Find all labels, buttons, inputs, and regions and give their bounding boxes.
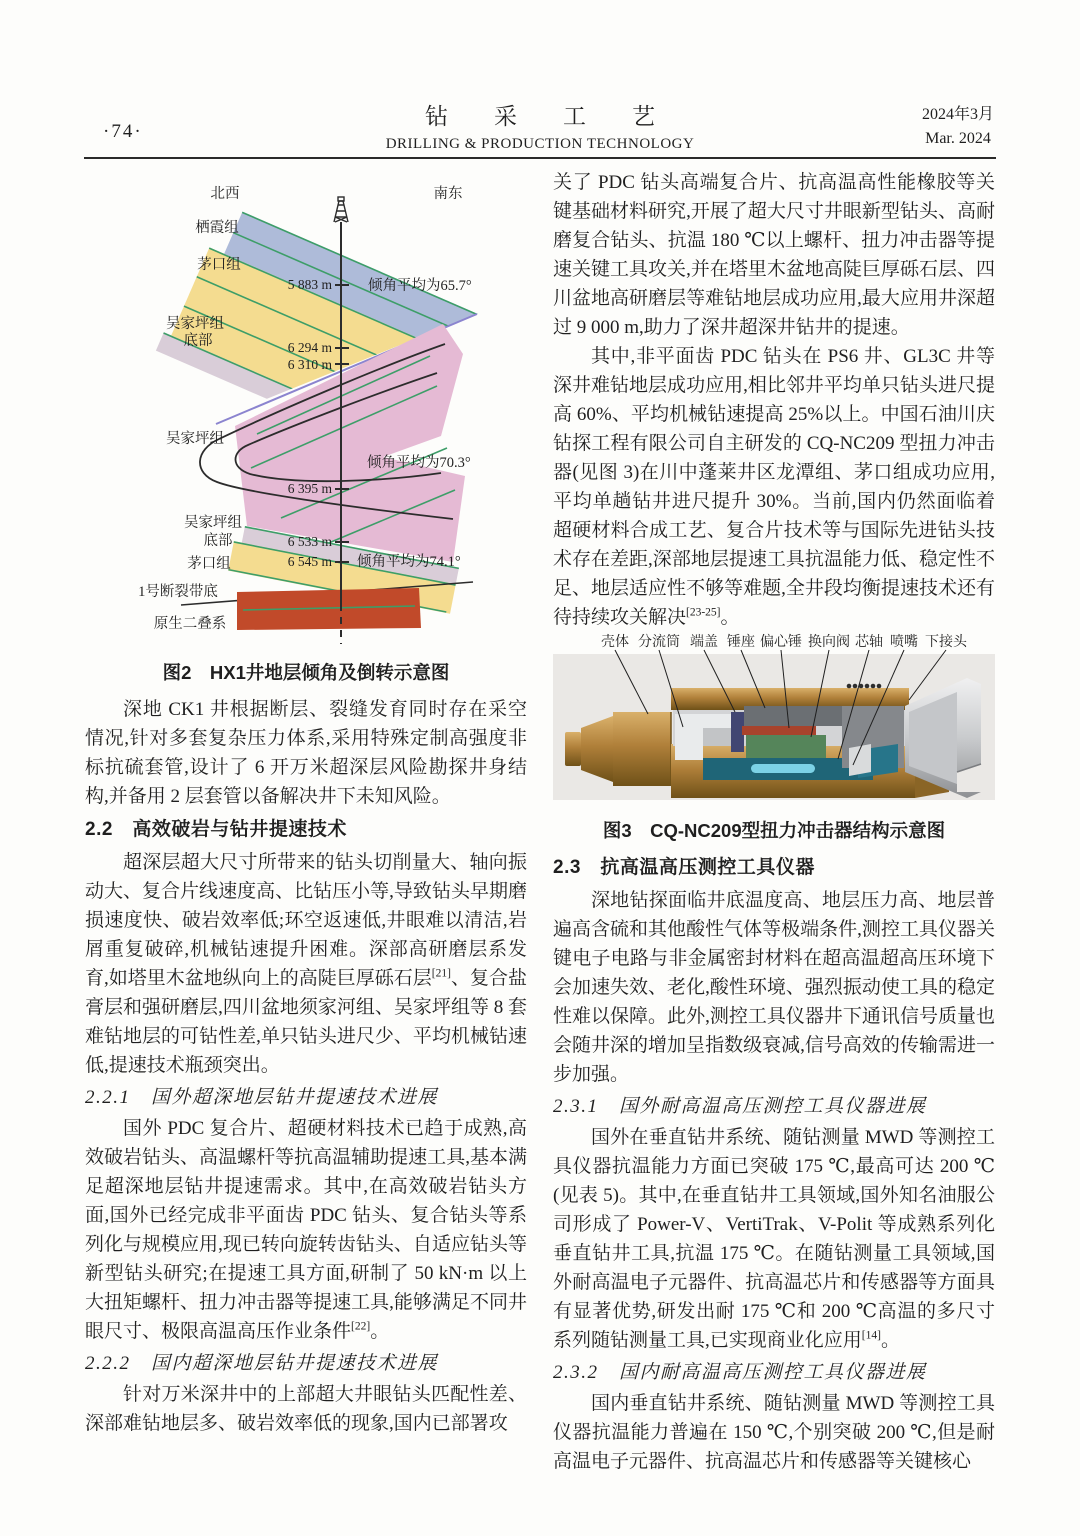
compass-southeast: 南东	[433, 186, 463, 202]
svg-text:偏心锤: 偏心锤	[760, 635, 802, 650]
svg-text:6 395 m: 6 395 m	[287, 481, 332, 496]
svg-text:端盖: 端盖	[690, 635, 718, 650]
paragraph: 国外在垂直钻井系统、随钻测量 MWD 等测控工具仪器抗温能力方面已突破 175 ℃,最高可达 200 ℃(见表 5)。其中,在垂直钻井工具领域,国外知名油服公司形成了 Power-V、VertiTrak、V-Polit 等成熟系列化垂直钻井工具,抗温 175 ℃。在随钻测量工具领域,国外耐高温电子元器件、抗高温芯片和传感器等方面具有显著优势,研发出耐 175 ℃和 200 ℃高温的多尺寸系列随钻测量工具,已实现商业化应用[14]。	[553, 1127, 995, 1351]
tool-collar	[613, 712, 671, 786]
figure3	[553, 632, 995, 843]
section-heading: 2.2 高效破岩与钻井提速技术	[85, 819, 347, 840]
paragraph: 超深层超大尺寸所带来的钻头切削量大、轴向振动大、复合片线速度高、比钻压小等,导致钻头早期磨损速度快、破岩效率低;环空返速低,井眼难以清洁,岩屑重复破碎,机械钻速提升困难。深部高研磨层系发育,如塔里木盆地纵向上的高陡巨厚砾石层[21]、复合盐膏层和强研磨层,四川盆地须家河组、吴家坪组等 8 套难钻地层的可钻性差,单只钻头进尺少、平均机械钻速低,提速技术瓶颈突出。	[85, 852, 527, 1076]
svg-text:吴家坪组: 吴家坪组	[184, 515, 242, 531]
subsection-heading: 2.3.2 国内耐高温高压测控工具仪器进展	[553, 1362, 927, 1383]
journal-title-cn: 钻采工艺	[425, 104, 701, 129]
svg-text:茅口组: 茅口组	[197, 257, 241, 273]
paragraph: 深地 CK1 井根据断层、裂缝发育同时存在采空情况,针对多套复杂压力体系,采用特殊定制高强度非标抗硫套管,设计了 6 开万米超深层风险勘探井身结构,并备用 2 层套管以备解决井下未知风险。	[85, 699, 527, 807]
svg-text:芯轴: 芯轴	[855, 635, 883, 650]
reversing-valve	[746, 735, 826, 760]
tool-left-tip	[565, 732, 581, 766]
eccentric-hammer	[742, 726, 816, 735]
header-rule	[84, 157, 996, 159]
column-left	[85, 176, 527, 1438]
figure2-diagram	[85, 176, 527, 646]
svg-text:茅口组: 茅口组	[187, 556, 231, 572]
svg-text:6 533 m: 6 533 m	[287, 534, 332, 549]
paragraph: 针对万米深井中的上部超大井眼钻头匹配性差、深部难钻地层多、破岩效率低的现象,国内已部署攻	[85, 1384, 527, 1434]
left-column-text	[85, 695, 527, 1438]
mandrel-highlight	[751, 764, 815, 773]
figure3-part-labels	[601, 633, 968, 650]
svg-text:底部: 底部	[183, 333, 213, 349]
right-column-text-top	[553, 168, 995, 632]
svg-text:喷嘴: 喷嘴	[890, 635, 918, 650]
paragraph: 其中,非平面齿 PDC 钻头在 PS6 井、GL3C 井等深井难钻地层成功应用,相比邻井平均单只钻头进尺提高 60%、平均机械钻速提高 25%以上。中国石油川庆钻探工程有限公司自主研发的 CQ-NC209 型扭力冲击器(见图 3)在川中蓬莱井区龙潭组、茅口组成功应用,平均单趟钻井进尺提升 30%。当前,国内仍然面临着超硬材料合成工艺、复合片技术等与国际先进钻头技术存在差距,深部地层提速工具抗温能力低、稳定性不足、地层适应性不够等难题,全井段均衡提速技术还有待持续攻关解决[23-25]。	[553, 346, 995, 628]
svg-text:下接头: 下接头	[925, 635, 967, 650]
svg-text:换向阀: 换向阀	[808, 635, 850, 650]
column-right	[553, 168, 995, 1476]
journal-title-en: DRILLING & PRODUCTION TECHNOLOGY	[385, 136, 695, 152]
svg-text:分流筒: 分流筒	[638, 635, 680, 650]
svg-text:6 294 m: 6 294 m	[287, 340, 332, 355]
svg-text:6 310 m: 6 310 m	[287, 357, 332, 372]
hammer-seat	[744, 706, 842, 726]
svg-text:吴家坪组: 吴家坪组	[166, 316, 224, 332]
right-column-text-bottom	[553, 853, 995, 1476]
svg-text:底部: 底部	[203, 533, 233, 549]
figure2-caption: 图2 HX1井地层倾角及倒转示意图	[162, 662, 450, 683]
issue-date	[922, 103, 994, 151]
derrick-icon	[334, 197, 348, 222]
svg-text:壳体: 壳体	[601, 635, 629, 650]
paragraph: 国内垂直钻井系统、随钻测量 MWD 等测控工具仪器抗温能力普遍在 150 ℃,个别突破 200 ℃,但是耐高温电子元器件、抗高温芯片和传感器等关键核心	[553, 1393, 995, 1472]
svg-text:吴家坪组: 吴家坪组	[166, 431, 224, 447]
paragraph: 国外 PDC 复合片、超硬材料技术已趋于成熟,高效破岩钻头、高温螺杆等抗高温辅助提速工具,基本满足超深地层钻井提速需求。其中,在高效破岩钻头方面,国外已经完成非平面齿 PDC 钻头、复合钻头等系列化与规模应用,现已转向旋转齿钻头、自适应钻头等新型钻头研究;在提速工具方面,研制了 50 kN·m 以上大扭矩螺杆、扭力冲击器等提速工具,能够满足不同井眼尺寸、极限高温高压作业条件[22]。	[85, 1118, 527, 1342]
compass-northwest: 北西	[210, 186, 240, 202]
figure2	[85, 176, 527, 685]
issue-date-cn: 2024年3月	[921, 106, 994, 123]
page-number: ·74·	[103, 121, 143, 142]
paragraph-continued: 关了 PDC 钻头高端复合片、抗高温高性能橡胶等关键基础材料研究,开展了超大尺寸井眼新型钻头、高耐磨复合钻头、抗温 180 ℃以上螺杆、扭力冲击器等提速关键工具攻关,并在塔里木盆地高陡巨厚砾石层、四川盆地高研磨层等难钻地层成功应用,最大应用井深超过 9 000 m,助力了深井超深井钻井的提速。	[553, 172, 995, 338]
subsection-heading: 2.2.2 国内超深地层钻井提速技术进展	[85, 1353, 439, 1374]
svg-text:栖霞组: 栖霞组	[195, 220, 239, 236]
section-heading: 2.3 抗高温高压测控工具仪器	[553, 857, 815, 878]
svg-text:锤座: 锤座	[727, 635, 755, 650]
svg-text:1号断裂带底: 1号断裂带底	[138, 584, 218, 600]
journal-masthead	[240, 98, 840, 153]
figure3-diagram	[553, 632, 995, 804]
interior-step	[703, 728, 731, 746]
svg-text:倾角平均为74.1°: 倾角平均为74.1°	[357, 554, 461, 570]
figure3-caption: 图3 CQ-NC209型扭力冲击器结构示意图	[602, 820, 946, 841]
svg-text:原生二叠系: 原生二叠系	[153, 616, 227, 632]
svg-text:5 883 m: 5 883 m	[287, 277, 332, 292]
subsection-heading: 2.3.1 国外耐高温高压测控工具仪器进展	[553, 1096, 927, 1117]
subsection-heading: 2.2.1 国外超深地层钻井提速技术进展	[85, 1087, 439, 1108]
svg-text:倾角平均为70.3°: 倾角平均为70.3°	[367, 455, 471, 471]
svg-text:倾角平均为65.7°: 倾角平均为65.7°	[368, 278, 472, 294]
issue-date-en: Mar. 2024	[925, 130, 991, 147]
paragraph: 深地钻探面临井底温度高、地层压力高、地层普遍高含硫和其他酸性气体等极端条件,测控工具仪器关键电子电路与非金属密封材料在超高温超高压环境下会加速失效、老化,酸性环境、强烈振动使工具的稳定性难以保障。此外,测控工具仪器井下通讯信号质量也会随井深的增加呈指数级衰减,信号高效的传输需进一步加强。	[553, 890, 995, 1085]
svg-text:6 545 m: 6 545 m	[287, 554, 332, 569]
